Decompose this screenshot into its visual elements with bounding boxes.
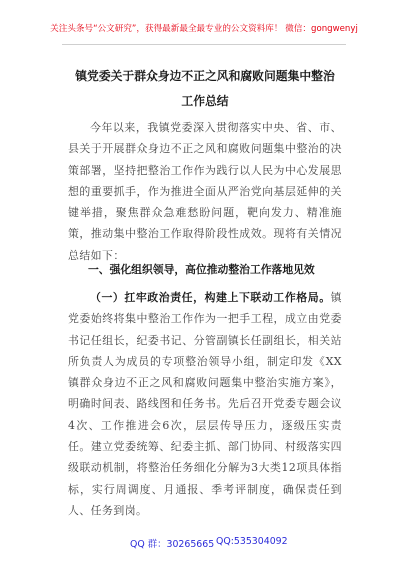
- section-heading-1: 一、强化组织领导，高位推动整治工作落地见效: [88, 263, 315, 276]
- header-banner: 关注头条号“公文研究”，获得最新最全最专业的公文资料库！ 微信：gongwenyj: [50, 24, 358, 34]
- footer-qq-group: QQ 群：30265665: [130, 539, 215, 550]
- subsection-paragraph-1: [68, 287, 342, 521]
- subsection-body-1: 镇党委始终将集中整治工作作为一把手工程，成立由党委书记任组长，纪委书记、分管副镇长任副组长，相关站所负责人为成员的专项整治领导小组，制定印发《XX镇群众身边不正之风和腐败问题集中整治实施方案》，明确时间表、路线图和任务书。先后召开党委专题会议4次、工作推进会6次，层层传导压力，逐级压实责任。建立党委统筹、纪委主抓、部门协同、村级落实四级联动机制，将整治任务细化分解为3大类12项具体指标，实行周调度、月通报、季考评制度，确保责任到人、任务到岗。: [68, 291, 342, 517]
- subsection-lead-1: （一）扛牢政治责任，构建上下联动工作格局。: [90, 291, 331, 304]
- intro-paragraph: 今年以来，我镇党委深入贯彻落实中央、省、市、县关于开展群众身边不正之风和腐败问题集中整治的决策部署，坚持把整治工作作为践行以人民为中心发展思想的重要抓手，作为推进全面从严治党向基层延伸的关键举措，聚焦群众急难愁盼问题，靶向发力、精准施策，推动集中整治工作取得阶段性成效。现将有关情况总结如下：: [68, 121, 342, 262]
- footer-qq-number: QQ:535304092: [216, 536, 288, 547]
- document-title: 镇党委关于群众身边不正之风和腐败问题集中整治工作总结: [75, 69, 335, 108]
- header-divider: [62, 44, 346, 45]
